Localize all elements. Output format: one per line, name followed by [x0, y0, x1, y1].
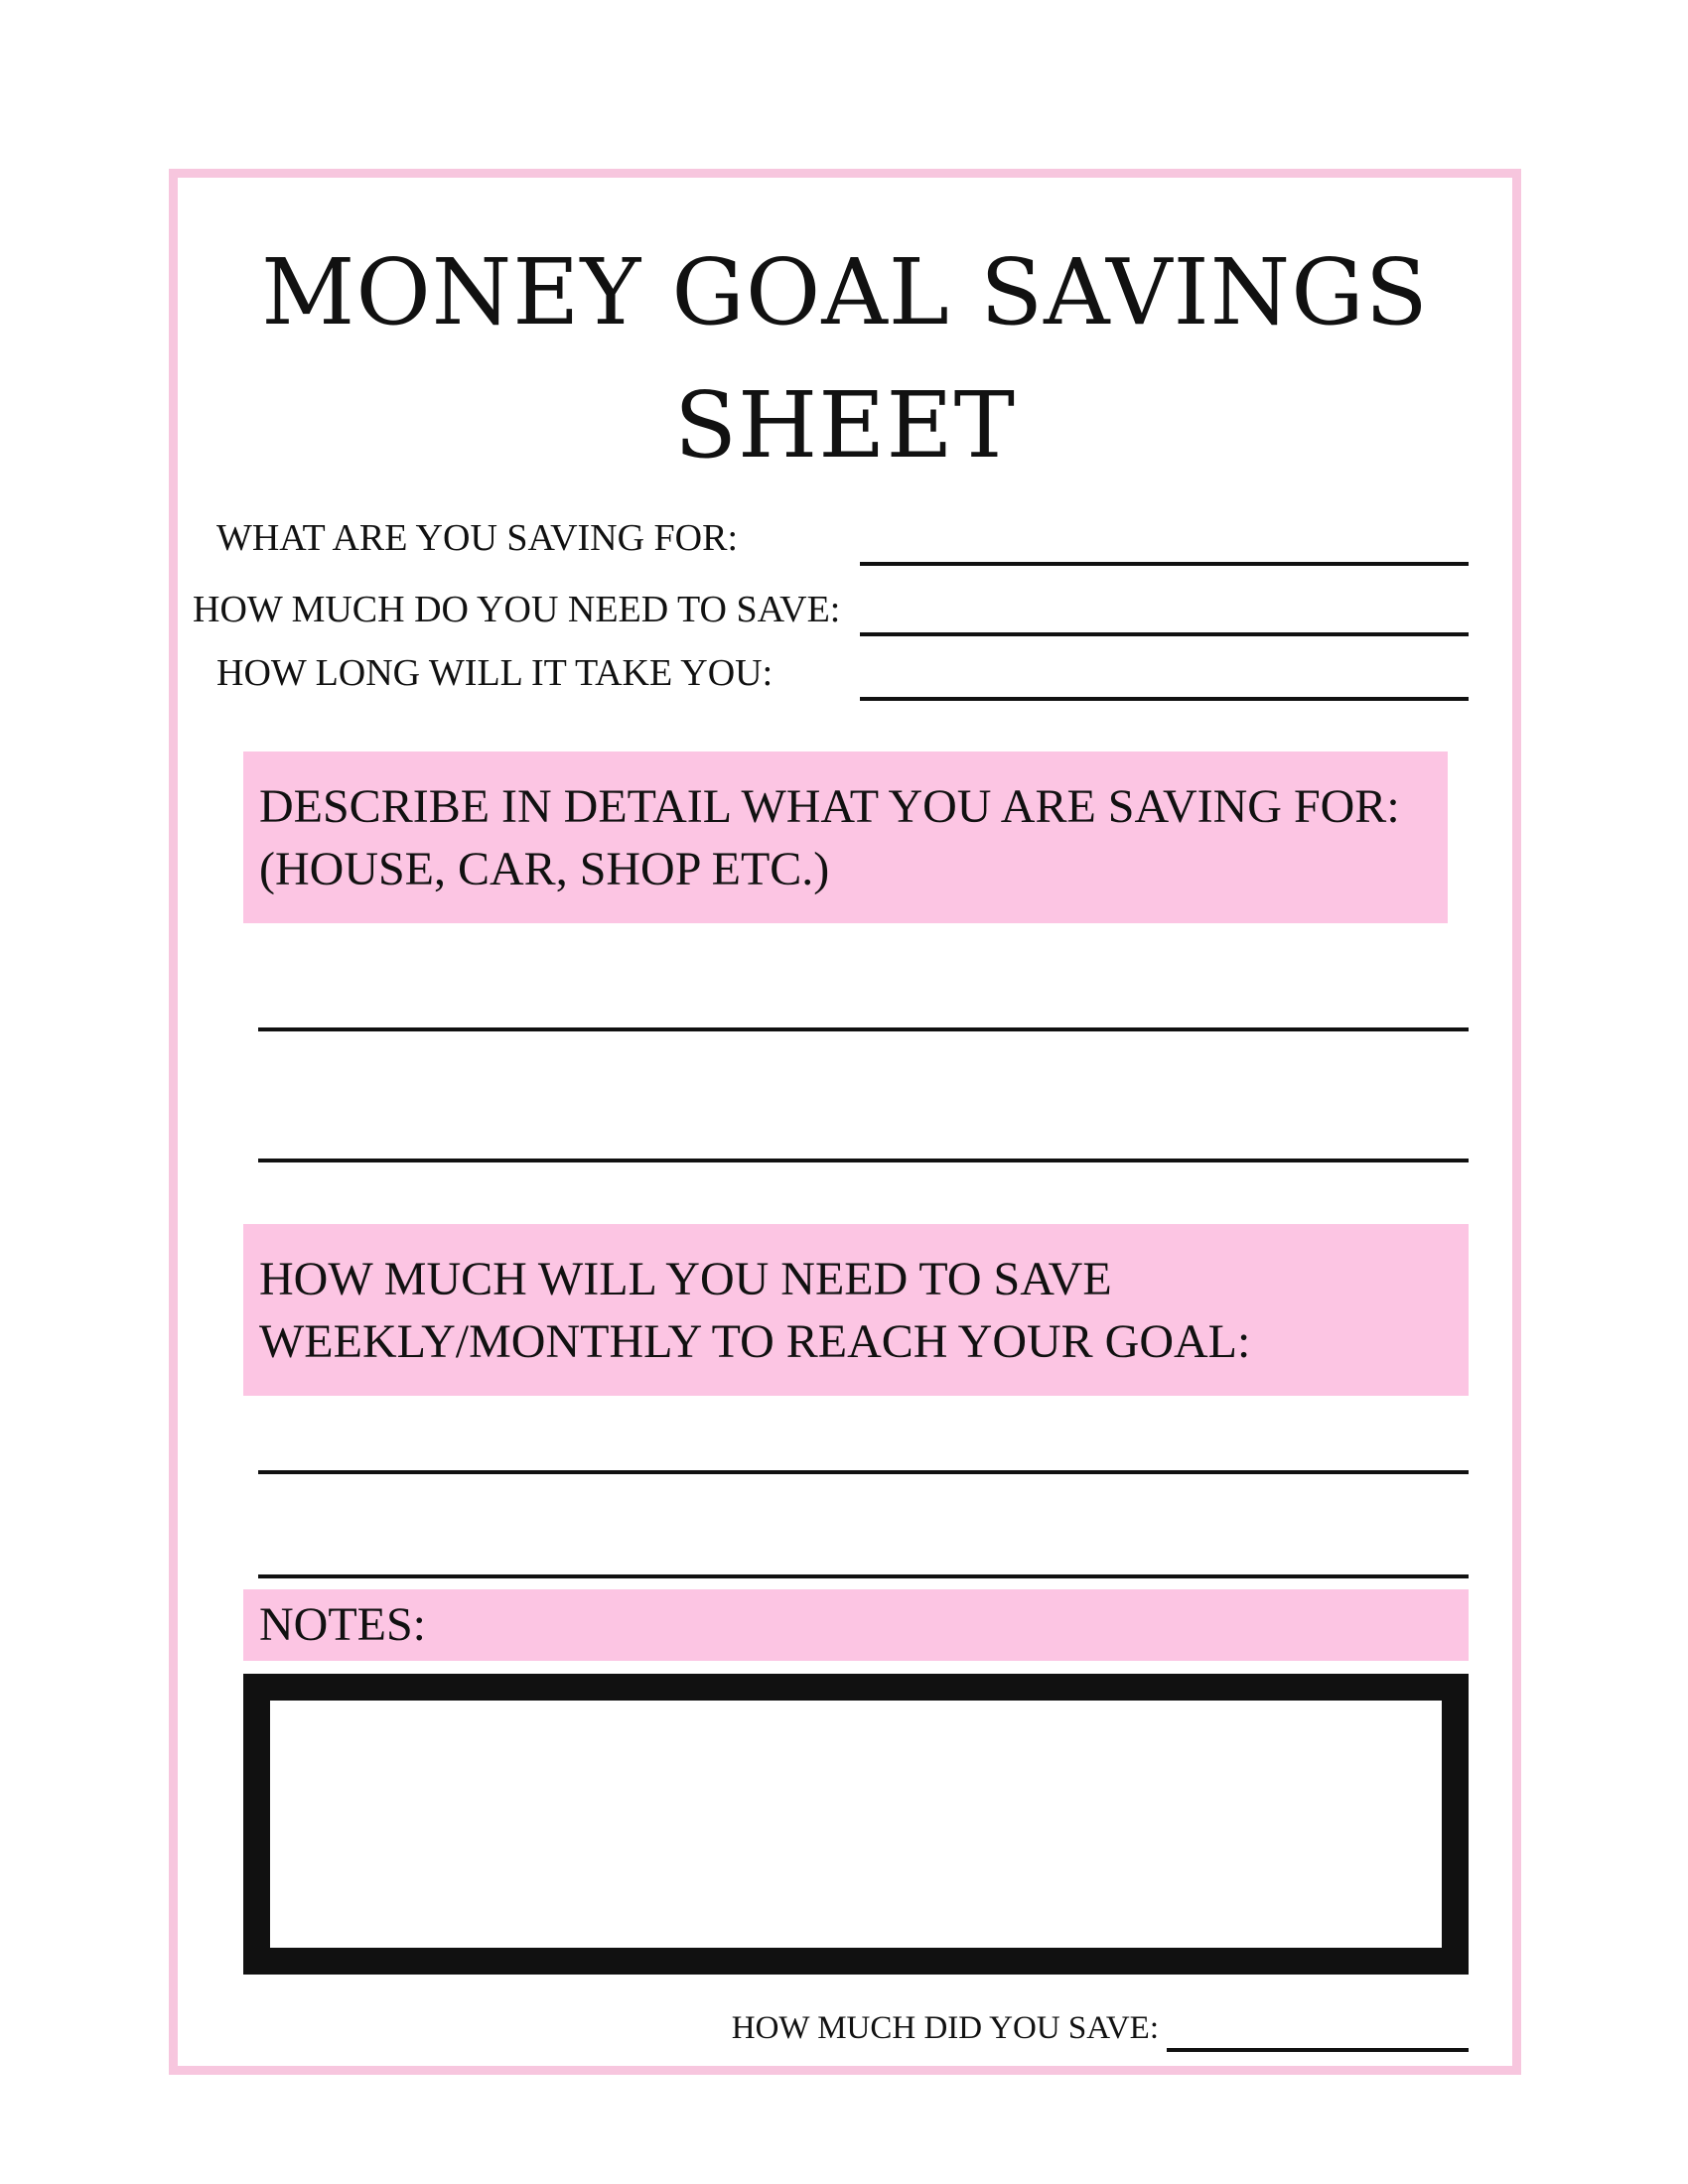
weekly-write-line-2[interactable]: [258, 1574, 1469, 1578]
weekly-section-header: [243, 1224, 1469, 1396]
weekly-write-line-1[interactable]: [258, 1470, 1469, 1474]
describe-write-line-2[interactable]: [258, 1159, 1469, 1162]
describe-line-2: (HOUSE, CAR, SHOP ETC.): [259, 843, 830, 895]
describe-section-header: [243, 751, 1448, 923]
saving-for-input[interactable]: [860, 562, 1469, 566]
title-line-2: SHEET: [674, 372, 1016, 478]
saving-for-label: WHAT ARE YOU SAVING FOR:: [216, 517, 739, 559]
notes-label: NOTES:: [259, 1598, 426, 1651]
notes-box[interactable]: [243, 1674, 1469, 1975]
weekly-line-2: WEEKLY/MONTHLY TO REACH YOUR GOAL:: [259, 1315, 1251, 1368]
total-saved-label: HOW MUCH DID YOU SAVE:: [731, 2010, 1159, 2046]
page-title: [169, 226, 1521, 492]
total-saved-input[interactable]: [1167, 2048, 1469, 2052]
amount-needed-label: HOW MUCH DO YOU NEED TO SAVE:: [193, 589, 841, 630]
title-line-1: MONEY GOAL SAVINGS: [261, 239, 1429, 345]
time-needed-label: HOW LONG WILL IT TAKE YOU:: [216, 652, 774, 694]
describe-write-line-1[interactable]: [258, 1027, 1469, 1031]
notes-header: [243, 1589, 1469, 1661]
weekly-line-1: HOW MUCH WILL YOU NEED TO SAVE: [259, 1253, 1112, 1305]
time-needed-input[interactable]: [860, 697, 1469, 701]
amount-needed-input[interactable]: [860, 632, 1469, 636]
describe-line-1: DESCRIBE IN DETAIL WHAT YOU ARE SAVING FOR:: [259, 780, 1400, 833]
